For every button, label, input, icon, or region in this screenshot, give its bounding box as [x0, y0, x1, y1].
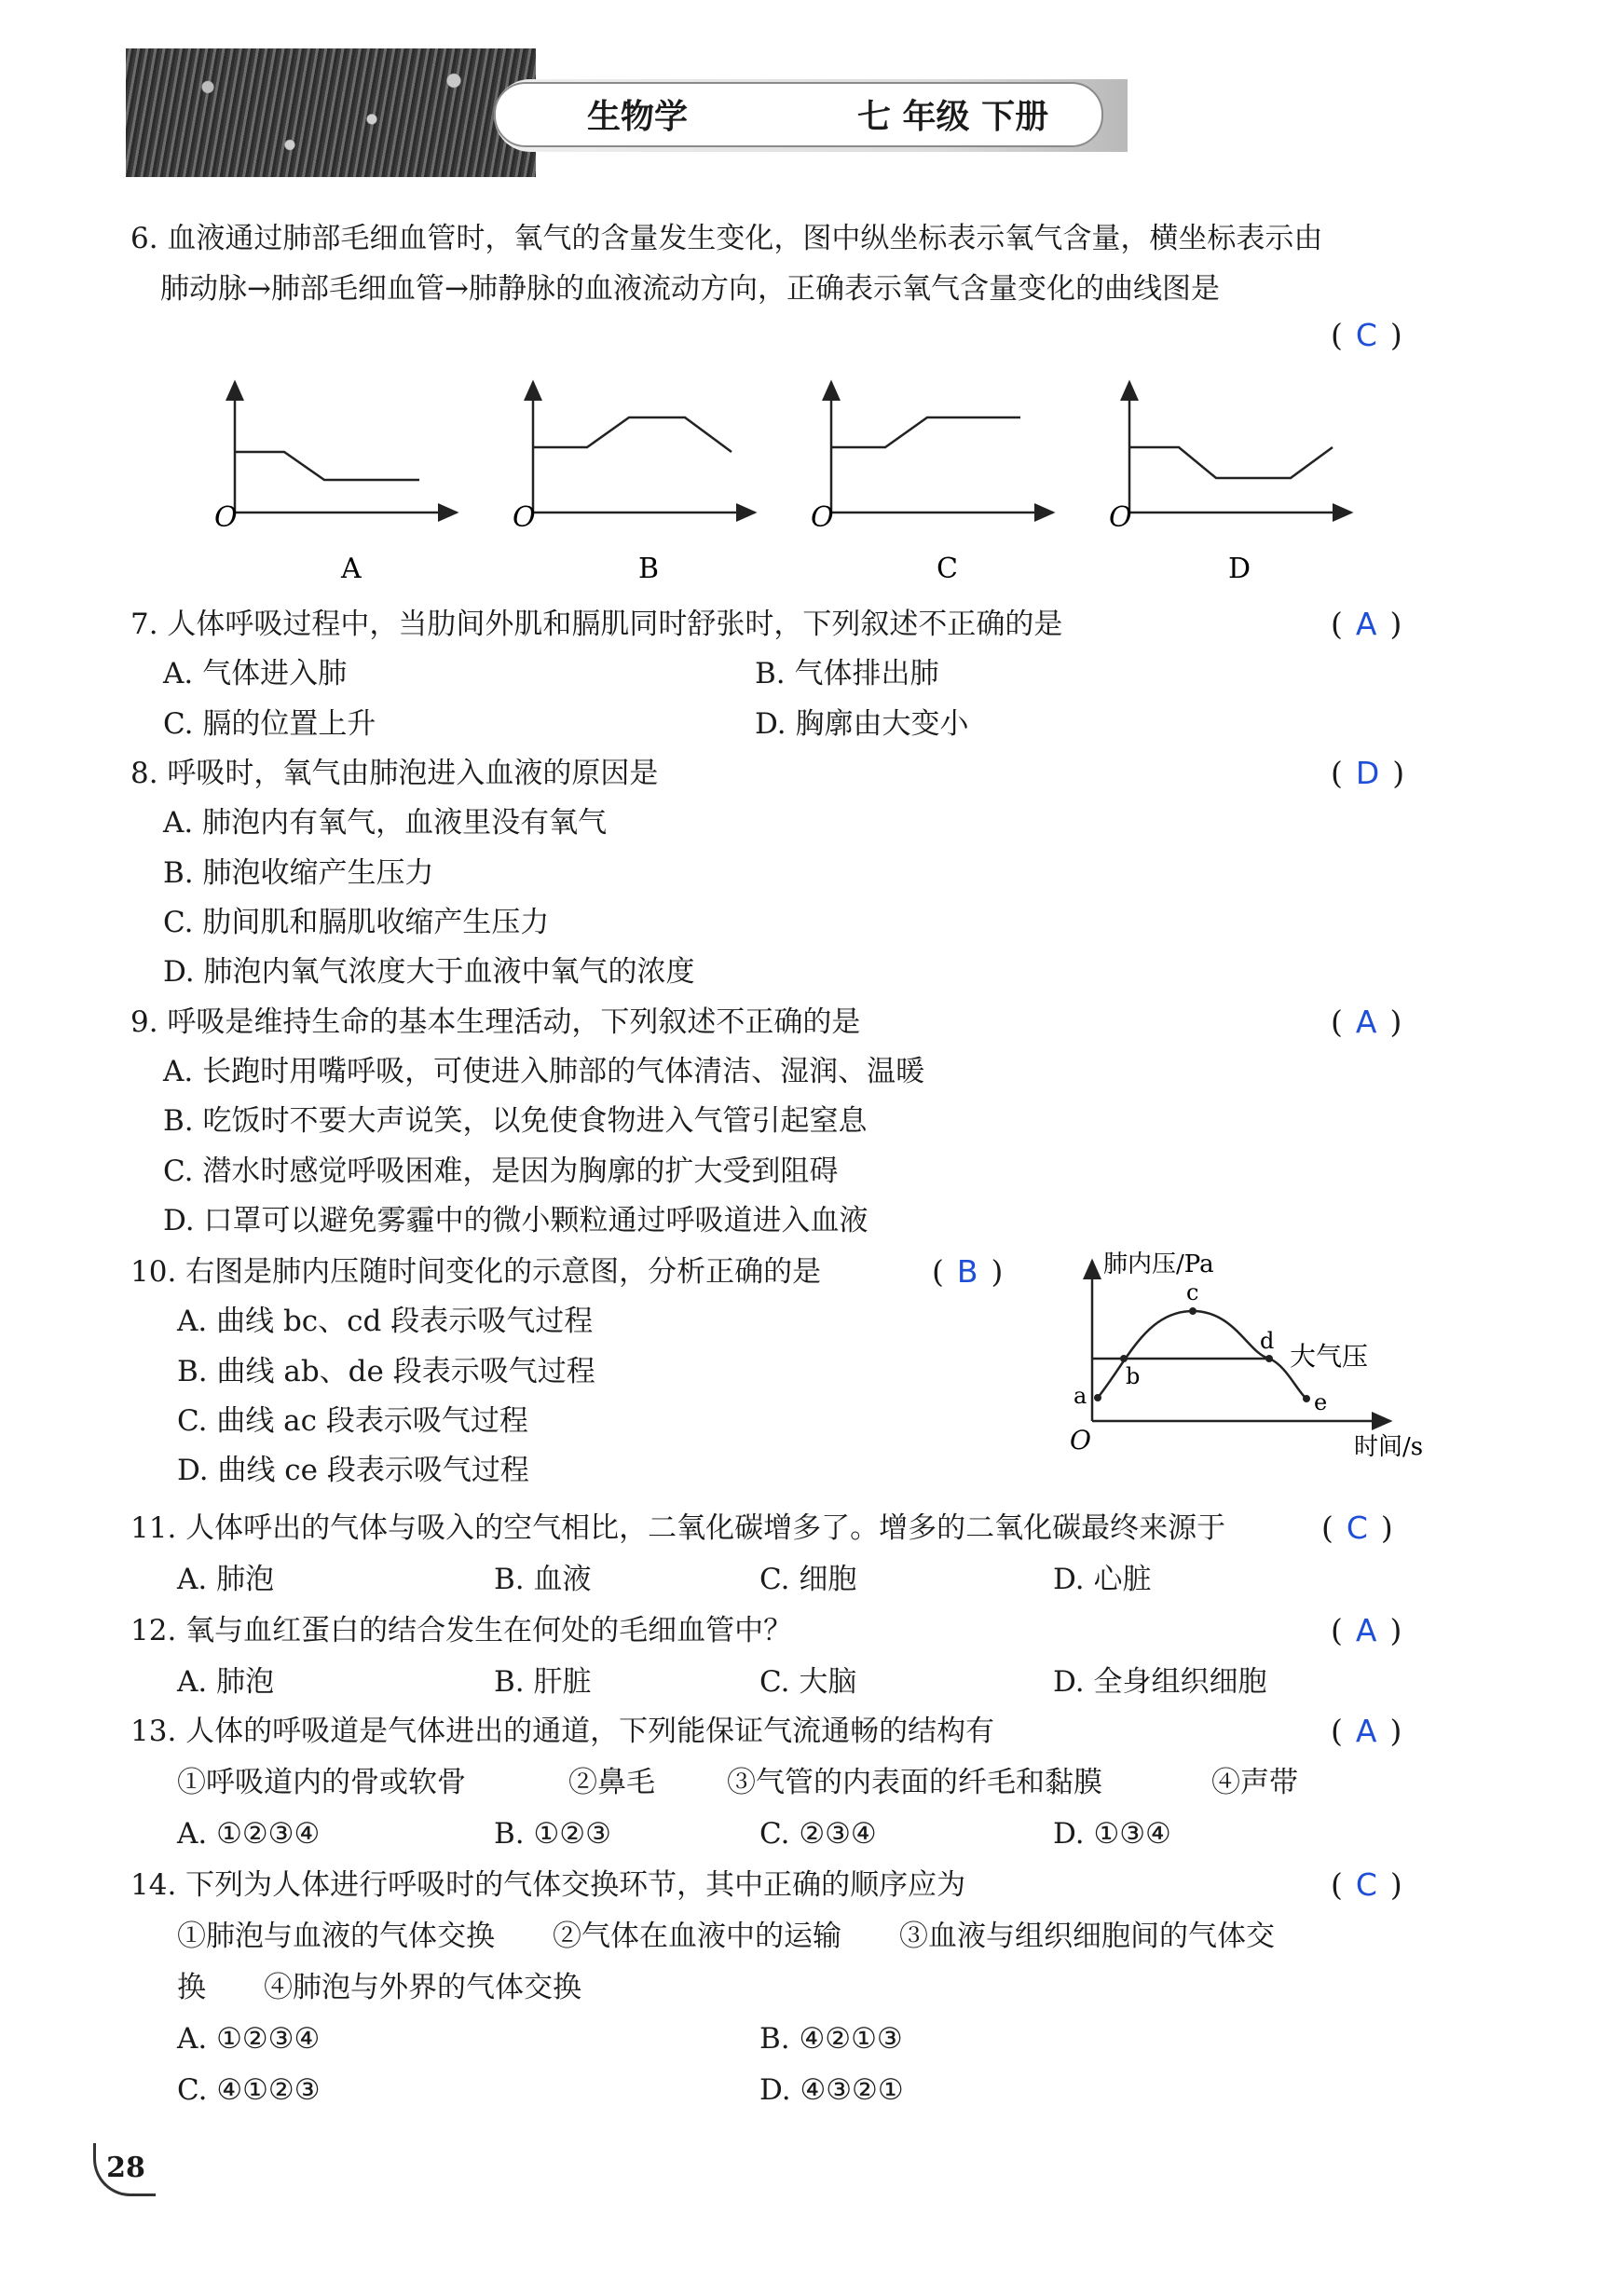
q13-stem: 13. 人体的呼吸道是气体进出的通道，下列能保证气流通畅的结构有 [130, 1715, 995, 1748]
q10-option-d: D. 曲线 ce 段表示吸气过程 [177, 1454, 529, 1487]
q14-option-b: B. ④②①③ [759, 2022, 903, 2056]
atmospheric-label: 大气压 [1290, 1341, 1369, 1372]
q8-stem: 8. 呼吸时，氧气由肺泡进入血液的原因是 [130, 757, 659, 790]
graph-b-label: B [638, 553, 660, 585]
q6-graphs [205, 377, 1370, 592]
q13-item-1: ①呼吸道内的骨或软骨 [177, 1766, 466, 1799]
q12-option-b: B. 肝脏 [494, 1665, 592, 1699]
q9-stem: 9. 呼吸是维持生命的基本生理活动，下列叙述不正确的是 [130, 1005, 861, 1039]
point-a [1094, 1394, 1101, 1401]
q14-stem: 14. 下列为人体进行呼吸时的气体交换环节，其中正确的顺序应为 [130, 1868, 966, 1902]
label-d: d [1260, 1328, 1275, 1354]
q14-items-line2: 换 ④肺泡与外界的气体交换 [177, 1971, 581, 2004]
graph-d [1129, 382, 1351, 512]
q9-option-c: C. 潜水时感觉呼吸困难，是因为胸廓的扩大受到阻碍 [163, 1155, 839, 1188]
label-c: c [1186, 1279, 1199, 1305]
graph-a [235, 382, 457, 512]
q8-option-c: C. 肋间肌和膈肌收缩产生压力 [163, 906, 550, 939]
q10-option-a: A. 曲线 bc、cd 段表示吸气过程 [177, 1305, 594, 1338]
point-b [1120, 1355, 1128, 1362]
q12-option-a: A. 肺泡 [177, 1665, 275, 1699]
q7-option-c: C. 膈的位置上升 [163, 707, 376, 741]
q14-answer: ( C ) [1331, 1866, 1402, 1903]
q6-line2: 肺动脉→肺部毛细血管→肺静脉的血液流动方向，正确表示氧气含量变化的曲线图是 [160, 272, 1220, 306]
q12-answer: ( A ) [1331, 1612, 1402, 1648]
x-axis-label: 时间/s [1354, 1433, 1424, 1461]
q10-answer: ( B ) [932, 1253, 1004, 1290]
point-c [1189, 1307, 1197, 1315]
header-photo [126, 48, 536, 177]
q10-option-c: C. 曲线 ac 段表示吸气过程 [177, 1404, 528, 1438]
q13-option-c: C. ②③④ [759, 1817, 877, 1851]
point-d [1265, 1355, 1273, 1362]
q6-answer: ( C ) [1331, 317, 1402, 353]
q12-stem: 12. 氧与血红蛋白的结合发生在何处的毛细血管中？ [130, 1614, 793, 1647]
q7-option-b: B. 气体排出肺 [755, 657, 939, 690]
q14-option-a: A. ①②③④ [177, 2022, 321, 2056]
q8-option-a: A. 肺泡内有氧气，血液里没有氧气 [163, 806, 608, 840]
q12-option-c: C. 大脑 [759, 1665, 857, 1699]
header-grade: 七 年级 下册 [857, 98, 1049, 136]
q10-origin: O [1070, 1425, 1091, 1456]
graph-b [533, 382, 755, 512]
q13-item-3: ③气管的内表面的纤毛和黏膜 [727, 1766, 1102, 1799]
graph-a-origin: O [214, 501, 238, 534]
graph-d-origin: O [1109, 501, 1132, 534]
q13-option-d: D. ①③④ [1053, 1817, 1171, 1851]
q8-option-b: B. 肺泡收缩产生压力 [163, 856, 434, 890]
graph-d-label: D [1228, 553, 1251, 585]
q9-option-d: D. 口罩可以避免雾霾中的微小颗粒通过呼吸道进入血液 [163, 1204, 868, 1237]
y-axis-label: 肺内压/Pa [1103, 1250, 1214, 1278]
q13-item-2: ②鼻毛 [568, 1766, 655, 1799]
q14-option-c: C. ④①②③ [177, 2073, 321, 2107]
q11-option-b: B. 血液 [494, 1563, 592, 1596]
q8-answer: ( D ) [1331, 755, 1405, 791]
q13-item-4: ④声带 [1211, 1766, 1298, 1799]
graph-c-label: C [937, 553, 958, 585]
label-e: e [1314, 1389, 1328, 1415]
q10-pressure-graph [1062, 1244, 1454, 1477]
q9-option-b: B. 吃饭时不要大声说笑，以免使食物进入气管引起窒息 [163, 1104, 868, 1138]
q9-option-a: A. 长跑时用嘴呼吸，可使进入肺部的气体清洁、湿润、温暖 [163, 1055, 925, 1088]
q7-stem: 7. 人体呼吸过程中，当肋间外肌和膈肌同时舒张时，下列叙述不正确的是 [130, 608, 1063, 641]
q7-option-d: D. 胸廓由大变小 [755, 707, 969, 741]
q11-stem: 11. 人体呼出的气体与吸入的空气相比，二氧化碳增多了。增多的二氧化碳最终来源于 [130, 1511, 1226, 1545]
graph-c [831, 382, 1053, 512]
header-subject: 生物学 [587, 98, 689, 136]
q8-option-d: D. 肺泡内氧气浓度大于血液中氧气的浓度 [163, 955, 695, 989]
q7-option-a: A. 气体进入肺 [163, 657, 348, 690]
q13-option-b: B. ①②③ [494, 1817, 611, 1851]
q13-option-a: A. ①②③④ [177, 1817, 321, 1851]
q11-answer: ( C ) [1321, 1510, 1393, 1546]
label-b: b [1126, 1363, 1141, 1389]
q11-option-d: D. 心脏 [1053, 1563, 1152, 1596]
q7-answer: ( A ) [1331, 606, 1402, 642]
page-number: 28 [93, 2143, 156, 2196]
point-e [1303, 1395, 1310, 1402]
graph-c-origin: O [811, 501, 834, 534]
q9-answer: ( A ) [1331, 1004, 1402, 1040]
q11-option-c: C. 细胞 [759, 1563, 857, 1596]
q10-option-b: B. 曲线 ab、de 段表示吸气过程 [177, 1355, 595, 1388]
q12-option-d: D. 全身组织细胞 [1053, 1665, 1267, 1699]
graph-a-label: A [341, 553, 362, 585]
label-a: a [1074, 1383, 1087, 1409]
q14-items-line1: ①肺泡与血液的气体交换 ②气体在血液中的运输 ③血液与组织细胞间的气体交 [177, 1920, 1275, 1953]
q10-stem: 10. 右图是肺内压随时间变化的示意图，分析正确的是 [130, 1255, 822, 1289]
q14-option-d: D. ④③②① [759, 2073, 904, 2107]
q11-option-a: A. 肺泡 [177, 1563, 275, 1596]
graph-b-origin: O [513, 501, 536, 534]
q6-line1: 6. 血液通过肺部毛细血管时，氧气的含量发生变化，图中纵坐标表示氧气含量，横坐标表示由 [130, 222, 1323, 255]
q13-answer: ( A ) [1331, 1713, 1402, 1749]
